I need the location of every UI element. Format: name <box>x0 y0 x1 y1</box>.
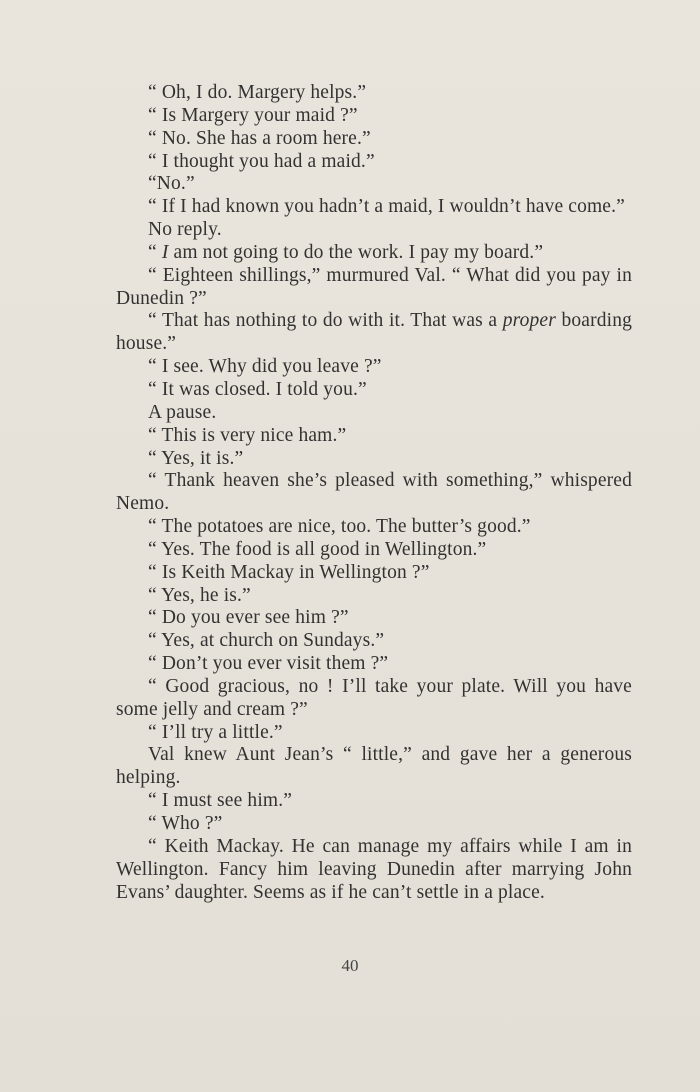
paragraph: “ Thank heaven she’s pleased with something,” whispered Nemo. <box>116 470 632 515</box>
paragraph: “ Yes. The food is all good in Wellington.” <box>148 538 487 560</box>
paragraph: “ Do you ever see him ?” <box>148 607 349 629</box>
paragraph: “ No. She has a room here.” <box>148 127 371 149</box>
paragraph: “ Oh, I do. Margery helps.” <box>148 82 367 103</box>
paragraph: “ Eighteen shillings,” murmured Val. “ What did you pay in Dunedin ?” <box>116 264 632 309</box>
emphasis: I <box>161 241 169 263</box>
paragraph: “ I must see him.” <box>148 790 293 812</box>
paragraph: “ I see. Why did you leave ?” <box>148 356 382 378</box>
paragraph: “ That has nothing to do with it. That was a proper boarding house.” <box>116 310 632 355</box>
paragraph: Val knew Aunt Jean’s “ little,” and gave her a generous helping. <box>116 744 632 789</box>
paragraph: “ Yes, at church on Sundays.” <box>148 630 385 652</box>
paragraph: “ If I had known you hadn’t a maid, I wouldn’t have come.” <box>148 196 625 218</box>
paragraph: “ Yes, it is.” <box>148 447 244 469</box>
paragraph: “ I’ll try a little.” <box>148 721 283 743</box>
paragraph: “ Is Keith Mackay in Wellington ?” <box>148 561 430 583</box>
paragraph: “ Who ?” <box>148 813 223 834</box>
paragraph: “ Don’t you ever visit them ?” <box>148 653 389 675</box>
paragraph: “No.” <box>148 173 195 195</box>
paragraph: “ It was closed. I told you.” <box>148 378 367 400</box>
paragraph: “ Good gracious, no ! I’ll take your plate. Will you have some jelly and cream ?” <box>116 675 632 720</box>
paragraph: “ I am not going to do the work. I pay my board.” <box>148 241 544 263</box>
page-body-text <box>116 82 632 904</box>
page-number: 40 <box>341 956 359 975</box>
paragraph: “ Keith Mackay. He can manage my affairs while I am in Wellington. Fancy him leaving Dunedin after marrying John Evans’ daughter. Seems as if he can’t settle in a place. <box>116 835 632 903</box>
paragraph: “ Is Margery your maid ?” <box>148 104 358 126</box>
emphasis: proper <box>502 310 556 332</box>
paragraph: “ This is very nice ham.” <box>148 424 347 446</box>
paragraph: “ Yes, he is.” <box>148 584 251 606</box>
paragraph: No reply. <box>148 219 222 241</box>
paragraph: “ The potatoes are nice, too. The butter’s good.” <box>148 516 531 538</box>
paragraph: “ I thought you had a maid.” <box>148 150 375 172</box>
paragraph: A pause. <box>148 401 217 423</box>
